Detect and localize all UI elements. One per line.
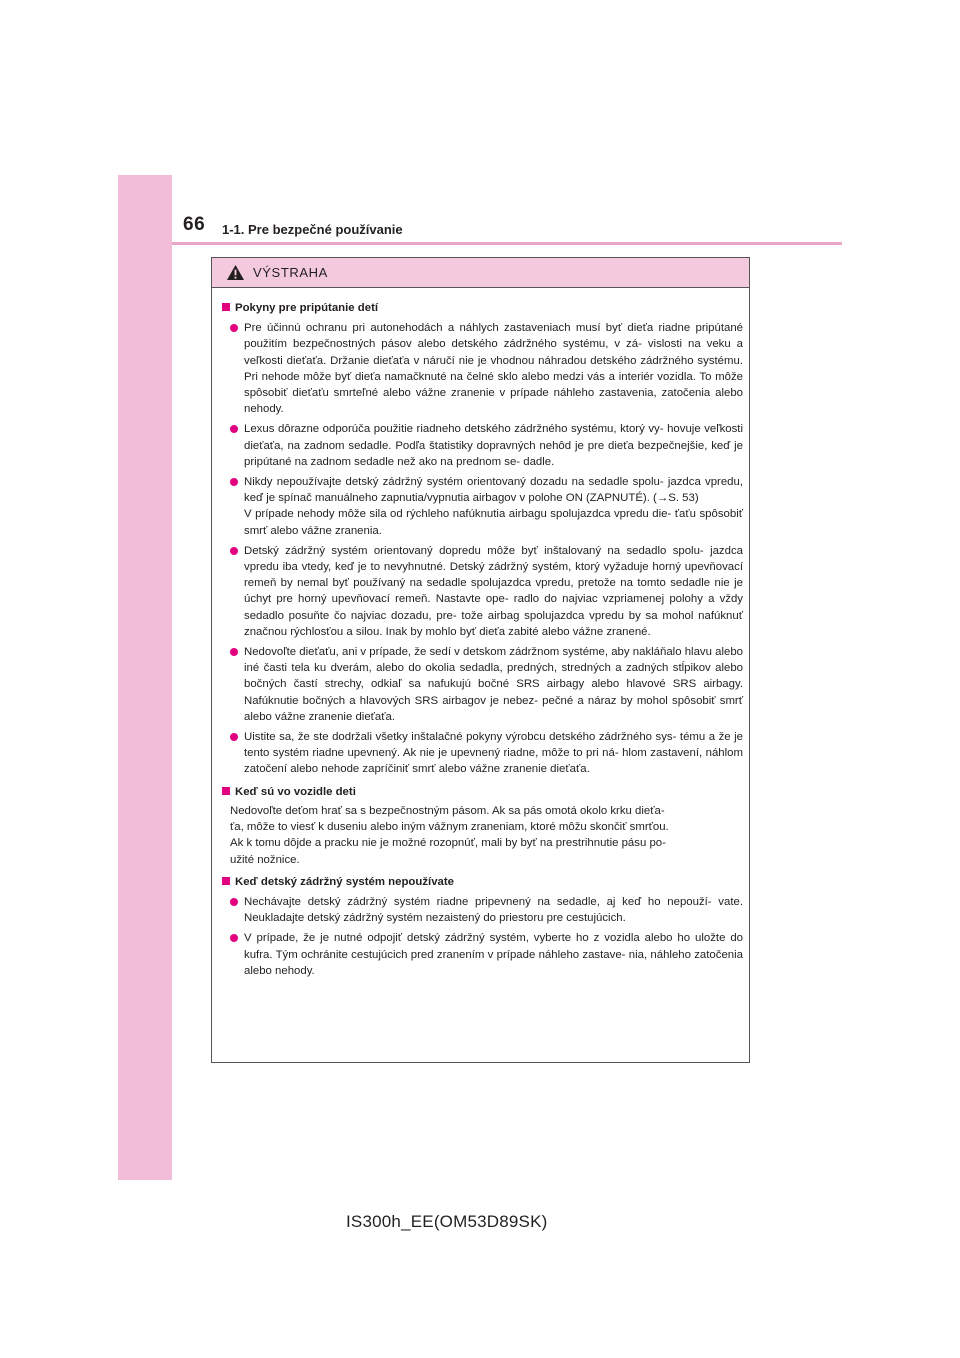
section-heading: Keď sú vo vozidle deti	[222, 784, 743, 800]
section-heading: Keď detský zádržný systém nepoužívate	[222, 874, 743, 890]
circle-bullet-icon	[230, 324, 238, 332]
list-item: V prípade, že je nutné odpojiť detský zádržný systém, vyberte ho z vozidla alebo ho uložte do kufra. Tým ochránite cestujúcich pred zranením v prípade náhleho zastave- nia, náhleho zatočenia alebo nehody.	[230, 930, 743, 979]
circle-bullet-icon	[230, 733, 238, 741]
circle-bullet-icon	[230, 478, 238, 486]
side-color-band	[118, 175, 172, 1180]
square-bullet-icon	[222, 303, 230, 311]
circle-bullet-icon	[230, 547, 238, 555]
list-item: Nechávajte detský zádržný systém riadne pripevnený na sedadle, aj keď ho nepouží- vate. Neukladajte detský zádržný systém nezaistený do priestoru pre cestujúcich.	[230, 894, 743, 926]
warning-header	[212, 258, 749, 288]
header-rule	[172, 242, 842, 245]
section-heading: Pokyny pre pripútanie detí	[222, 300, 743, 316]
circle-bullet-icon	[230, 648, 238, 656]
list-item: Detský zádržný systém orientovaný dopredu môže byť inštalovaný na sedadlo spolu- jazdca vpredu iba vtedy, keď je to nevyhnutné. Detský zádržný systém, ktorý vyžaduje horný upevňovací remeň by nemal byť používaný na sedadle spolujazdca vpredu, pretože na tomto sedadle nie je úchyt pre horný upevňovací remeň. Nastavte ope- radlo do najviac vzpriamenej polohy a vždy sedadlo posuňte čo najviac dozadu, pre- tože airbag spolujazdca vpredu by sa mohol nafúknuť značnou rýchlosťou a silou. Inak by mohlo byť dieťa zabité alebo vážne zranené.	[230, 543, 743, 640]
paragraph: Nedovoľte deťom hrať sa s bezpečnostným pásom. Ak sa pás omotá okolo krku dieťa- ťa, môže to viesť k duseniu alebo iným vážnym zraneniam, ktoré môžu skončiť smrťou. Ak k tomu dôjde a pracku nie je možné rozopnúť, mali by byť na prestrihnutie pásu po- užité nožnice.	[230, 804, 669, 866]
list-item: Nikdy nepoužívajte detský zádržný systém orientovaný dozadu na sedadle spolu- jazdca vpredu, keď je spínač manuálneho zapnutia/vypnutia airbagov v polohe ON (ZAPNUTÉ). (→S. 53) V prípade nehody môže sila od rýchleho nafúknutia airbagu spolujazdca vpredu die- ťaťu spôsobiť smrť alebo vážne zranenia.	[230, 474, 743, 539]
warning-box	[211, 257, 750, 1063]
circle-bullet-icon	[230, 425, 238, 433]
section-title: 1-1. Pre bezpečné používanie	[222, 222, 403, 237]
circle-bullet-icon	[230, 934, 238, 942]
warning-body	[212, 288, 749, 979]
list-item: Nedovoľte dieťaťu, ani v prípade, že sedí v detskom zádržnom systéme, aby nakláňalo hlavu alebo iné časti tela ku dverám, alebo do okolia sedadla, predných, stredných a zadných stĺpikov alebo bočných častí strechy, odkiaľ sa nafukujú bočné SRS airbagy alebo hlavové SRS airbagy. Nafúknutie bočných a hlavových SRS airbagov je nebez- pečné a náraz by mohol spôsobiť smrť alebo vážne zranenie dieťaťa.	[230, 644, 743, 725]
list-item: Uistite sa, že ste dodržali všetky inštalačné pokyny výrobcu detského zádržného sys- tému a že je tento systém riadne upevnený. Ak nie je upevnený riadne, môže to pri ná- hlom zastavení, náhlom zatočení alebo nehode zapríčiniť smrť alebo vážne zranenie dieťaťa.	[230, 729, 743, 778]
list-item: Pre účinnú ochranu pri autonehodách a náhlych zastaveniach musí byť dieťa riadne pripútané použitím bezpečnostných pásov alebo detského zádržného systému, v zá- vislosti na veku a veľkosti dieťaťa. Držanie dieťaťa v náručí nie je vhodnou náhradou detského zádržného systému. Pri nehode môže byť dieťa namačknuté na čelné sklo alebo medzi vás a interiér vozidla. To môže spôsobiť dieťaťu smrteľné alebo vážne zranenie v prípade náhleho zastavenia, zatočenia alebo nehody.	[230, 320, 743, 417]
square-bullet-icon	[222, 877, 230, 885]
page-number: 66	[183, 214, 206, 235]
footer-model-code: IS300h_EE(OM53D89SK)	[346, 1212, 548, 1231]
list-item: Lexus dôrazne odporúča použitie riadneho detského zádržného systému, ktorý vy- hovuje veľkosti dieťaťa, na zadnom sedadle. Podľa štatistiky dopravných nehôd je pre dieťa bezpečnejšie, keď je pripútané na zadnom sedadle než ako na prednom se- dadle.	[230, 421, 743, 470]
warning-triangle-icon	[226, 264, 245, 281]
square-bullet-icon	[222, 787, 230, 795]
warning-title: VÝSTRAHA	[253, 265, 328, 280]
circle-bullet-icon	[230, 898, 238, 906]
